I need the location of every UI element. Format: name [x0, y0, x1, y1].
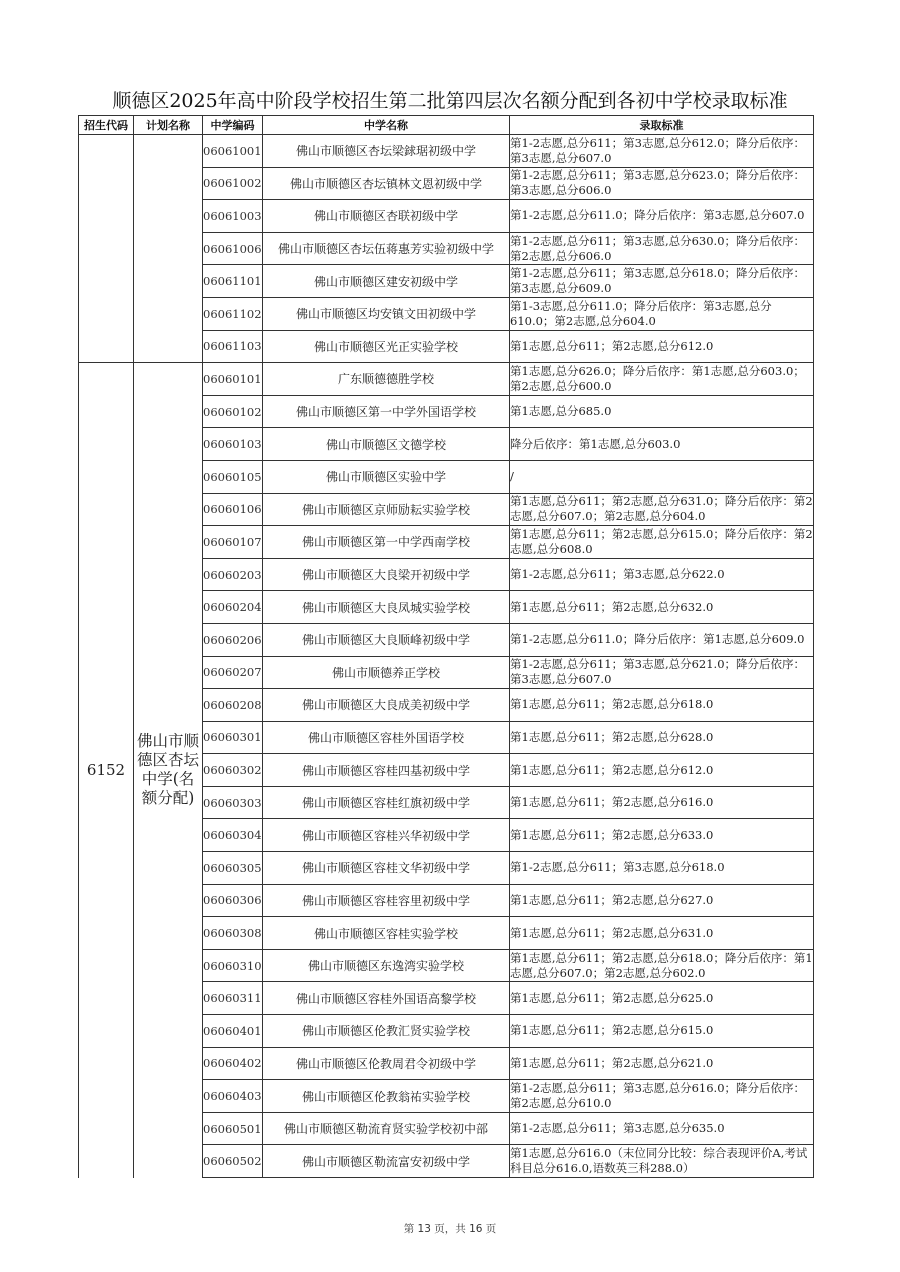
header-school-name: 中学名称 — [263, 116, 510, 135]
school-name-cell: 佛山市顺德区第一中学西南学校 — [263, 526, 510, 559]
school-name-cell: 佛山市顺德区容桂外国语高黎学校 — [263, 982, 510, 1015]
header-plan-name: 计划名称 — [134, 116, 203, 135]
school-code-cell: 06061002 — [203, 167, 263, 200]
school-code-cell: 06060306 — [203, 884, 263, 917]
standard-cell: 第1志愿,总分611；第2志愿,总分618.0；降分后依序：第1志愿,总分607.0；第2志愿,总分602.0 — [510, 949, 814, 982]
school-code-cell: 06061001 — [203, 135, 263, 168]
table-row — [79, 135, 814, 168]
standard-cell: 降分后依序：第1志愿,总分603.0 — [510, 428, 814, 461]
standard-cell: 第1-2志愿,总分611；第3志愿,总分630.0；降分后依序：第2志愿,总分606.0 — [510, 232, 814, 265]
standard-cell: 第1-2志愿,总分611；第3志愿,总分622.0 — [510, 558, 814, 591]
standard-cell: 第1-2志愿,总分611；第3志愿,总分616.0；降分后依序：第2志愿,总分610.0 — [510, 1080, 814, 1113]
school-code-cell: 06061101 — [203, 265, 263, 298]
school-code-cell: 06060403 — [203, 1080, 263, 1113]
standard-cell: 第1志愿,总分611；第2志愿,总分615.0 — [510, 1015, 814, 1048]
school-code-cell: 06060103 — [203, 428, 263, 461]
standard-cell: 第1-2志愿,总分611.0；降分后依序：第1志愿,总分609.0 — [510, 623, 814, 656]
school-code-cell: 06061006 — [203, 232, 263, 265]
school-code-cell: 06060207 — [203, 656, 263, 689]
standard-cell: 第1志愿,总分611；第2志愿,总分612.0 — [510, 754, 814, 787]
standard-cell: 第1志愿,总分611；第2志愿,总分618.0 — [510, 689, 814, 722]
school-name-cell: 佛山市顺德区勒流育贤实验学校初中部 — [263, 1112, 510, 1145]
page-footer: 第 13 页，共 16 页 — [403, 1223, 497, 1235]
school-name-cell: 佛山市顺德区容桂实验学校 — [263, 917, 510, 950]
school-name-cell: 佛山市顺德区均安镇文田初级中学 — [263, 297, 510, 330]
school-code-cell: 06060502 — [203, 1145, 263, 1178]
standard-cell: 第1志愿,总分616.0（末位同分比较：综合表现评价A,考试科目总分616.0,语数英三科288.0） — [510, 1145, 814, 1178]
school-code-cell: 06060310 — [203, 949, 263, 982]
standard-cell: 第1-2志愿,总分611；第3志愿,总分618.0；降分后依序：第3志愿,总分609.0 — [510, 265, 814, 298]
standard-cell: 第1-2志愿,总分611；第3志愿,总分621.0；降分后依序：第3志愿,总分607.0 — [510, 656, 814, 689]
standard-cell: 第1-2志愿,总分611；第3志愿,总分618.0 — [510, 852, 814, 885]
header-enroll-code: 招生代码 — [79, 116, 134, 135]
school-name-cell: 佛山市顺德区文德学校 — [263, 428, 510, 461]
standard-cell: 第1志愿,总分611；第2志愿,总分628.0 — [510, 721, 814, 754]
page-title: 顺德区2025年高中阶段学校招生第二批第四层次名额分配到各初中学校录取标准 — [112, 90, 788, 112]
table-row — [79, 363, 814, 396]
school-code-cell: 06060402 — [203, 1047, 263, 1080]
school-name-cell: 佛山市顺德区杏坛伍蒋惠芳实验初级中学 — [263, 232, 510, 265]
standard-cell: 第1-2志愿,总分611；第3志愿,总分635.0 — [510, 1112, 814, 1145]
header-standard: 录取标准 — [510, 116, 814, 135]
school-code-cell: 06060204 — [203, 591, 263, 624]
school-code-cell: 06060107 — [203, 526, 263, 559]
school-name-cell: 佛山市顺德区容桂红旗初级中学 — [263, 786, 510, 819]
school-code-cell: 06060311 — [203, 982, 263, 1015]
school-name-cell: 佛山市顺德区容桂外国语学校 — [263, 721, 510, 754]
standard-cell: / — [510, 460, 814, 493]
admission-standards-table — [78, 115, 814, 1178]
school-name-cell: 佛山市顺德区容桂兴华初级中学 — [263, 819, 510, 852]
standard-cell: 第1志愿,总分611；第2志愿,总分632.0 — [510, 591, 814, 624]
standard-cell: 第1志愿,总分611；第2志愿,总分631.0 — [510, 917, 814, 950]
standard-cell: 第1志愿,总分611；第2志愿,总分633.0 — [510, 819, 814, 852]
standard-cell: 第1志愿,总分611；第2志愿,总分621.0 — [510, 1047, 814, 1080]
school-name-cell: 佛山市顺德区杏坛梁銶琚初级中学 — [263, 135, 510, 168]
school-code-cell: 06060303 — [203, 786, 263, 819]
school-code-cell: 06060208 — [203, 689, 263, 722]
school-name-cell: 广东顺德德胜学校 — [263, 363, 510, 396]
school-name-cell: 佛山市顺德区伦教周君令初级中学 — [263, 1047, 510, 1080]
school-name-cell: 佛山市顺德区建安初级中学 — [263, 265, 510, 298]
school-code-cell: 06060401 — [203, 1015, 263, 1048]
school-name-cell: 佛山市顺德区伦教汇贤实验学校 — [263, 1015, 510, 1048]
school-code-cell: 06060203 — [203, 558, 263, 591]
standard-cell: 第1志愿,总分611；第2志愿,总分627.0 — [510, 884, 814, 917]
standard-cell: 第1志愿,总分685.0 — [510, 395, 814, 428]
school-code-cell: 06060101 — [203, 363, 263, 396]
school-code-cell: 06061003 — [203, 200, 263, 233]
school-name-cell: 佛山市顺德区容桂四基初级中学 — [263, 754, 510, 787]
school-code-cell: 06060106 — [203, 493, 263, 526]
school-code-cell: 06060105 — [203, 460, 263, 493]
school-name-cell: 佛山市顺德区大良成美初级中学 — [263, 689, 510, 722]
school-name-cell: 佛山市顺德区大良梁开初级中学 — [263, 558, 510, 591]
enroll-code-cell — [79, 135, 134, 363]
school-code-cell: 06061103 — [203, 330, 263, 363]
school-name-cell: 佛山市顺德区容桂文华初级中学 — [263, 852, 510, 885]
school-name-cell: 佛山市顺德区第一中学外国语学校 — [263, 395, 510, 428]
school-code-cell: 06060304 — [203, 819, 263, 852]
plan-name-cell — [134, 135, 203, 363]
school-name-cell: 佛山市顺德养正学校 — [263, 656, 510, 689]
school-name-cell: 佛山市顺德区大良顺峰初级中学 — [263, 623, 510, 656]
school-code-cell: 06060206 — [203, 623, 263, 656]
school-code-cell: 06061102 — [203, 297, 263, 330]
school-name-cell: 佛山市顺德区杏联初级中学 — [263, 200, 510, 233]
standard-cell: 第1志愿,总分611；第2志愿,总分631.0；降分后依序：第2志愿,总分607.0；第2志愿,总分604.0 — [510, 493, 814, 526]
standard-cell: 第1志愿,总分611；第2志愿,总分625.0 — [510, 982, 814, 1015]
school-code-cell: 06060501 — [203, 1112, 263, 1145]
standard-cell: 第1志愿,总分611；第2志愿,总分615.0；降分后依序：第2志愿,总分608.0 — [510, 526, 814, 559]
header-school-code: 中学编码 — [203, 116, 263, 135]
standard-cell: 第1-3志愿,总分611.0；降分后依序：第3志愿,总分610.0；第2志愿,总分604.0 — [510, 297, 814, 330]
school-code-cell: 06060302 — [203, 754, 263, 787]
school-name-cell: 佛山市顺德区光正实验学校 — [263, 330, 510, 363]
standard-cell: 第1志愿,总分611；第2志愿,总分612.0 — [510, 330, 814, 363]
plan-name-cell: 佛山市顺德区杏坛中学(名额分配) — [134, 363, 203, 1178]
standard-cell: 第1志愿,总分611；第2志愿,总分616.0 — [510, 786, 814, 819]
table-body — [79, 135, 814, 1178]
school-code-cell: 06060305 — [203, 852, 263, 885]
school-name-cell: 佛山市顺德区勒流富安初级中学 — [263, 1145, 510, 1178]
school-name-cell: 佛山市顺德区实验中学 — [263, 460, 510, 493]
standard-cell: 第1-2志愿,总分611.0；降分后依序：第3志愿,总分607.0 — [510, 200, 814, 233]
school-code-cell: 06060308 — [203, 917, 263, 950]
school-name-cell: 佛山市顺德区京师励耘实验学校 — [263, 493, 510, 526]
school-name-cell: 佛山市顺德区大良凤城实验学校 — [263, 591, 510, 624]
school-code-cell: 06060102 — [203, 395, 263, 428]
standard-cell: 第1-2志愿,总分611；第3志愿,总分612.0；降分后依序：第3志愿,总分607.0 — [510, 135, 814, 168]
school-name-cell: 佛山市顺德区容桂容里初级中学 — [263, 884, 510, 917]
school-name-cell: 佛山市顺德区杏坛镇林文恩初级中学 — [263, 167, 510, 200]
school-name-cell: 佛山市顺德区伦教翁祐实验学校 — [263, 1080, 510, 1113]
table-header-row — [79, 116, 814, 135]
school-code-cell: 06060301 — [203, 721, 263, 754]
standard-cell: 第1志愿,总分626.0；降分后依序：第1志愿,总分603.0；第2志愿,总分600.0 — [510, 363, 814, 396]
enroll-code-cell: 6152 — [79, 363, 134, 1178]
standard-cell: 第1-2志愿,总分611；第3志愿,总分623.0；降分后依序：第3志愿,总分606.0 — [510, 167, 814, 200]
school-name-cell: 佛山市顺德区东逸湾实验学校 — [263, 949, 510, 982]
